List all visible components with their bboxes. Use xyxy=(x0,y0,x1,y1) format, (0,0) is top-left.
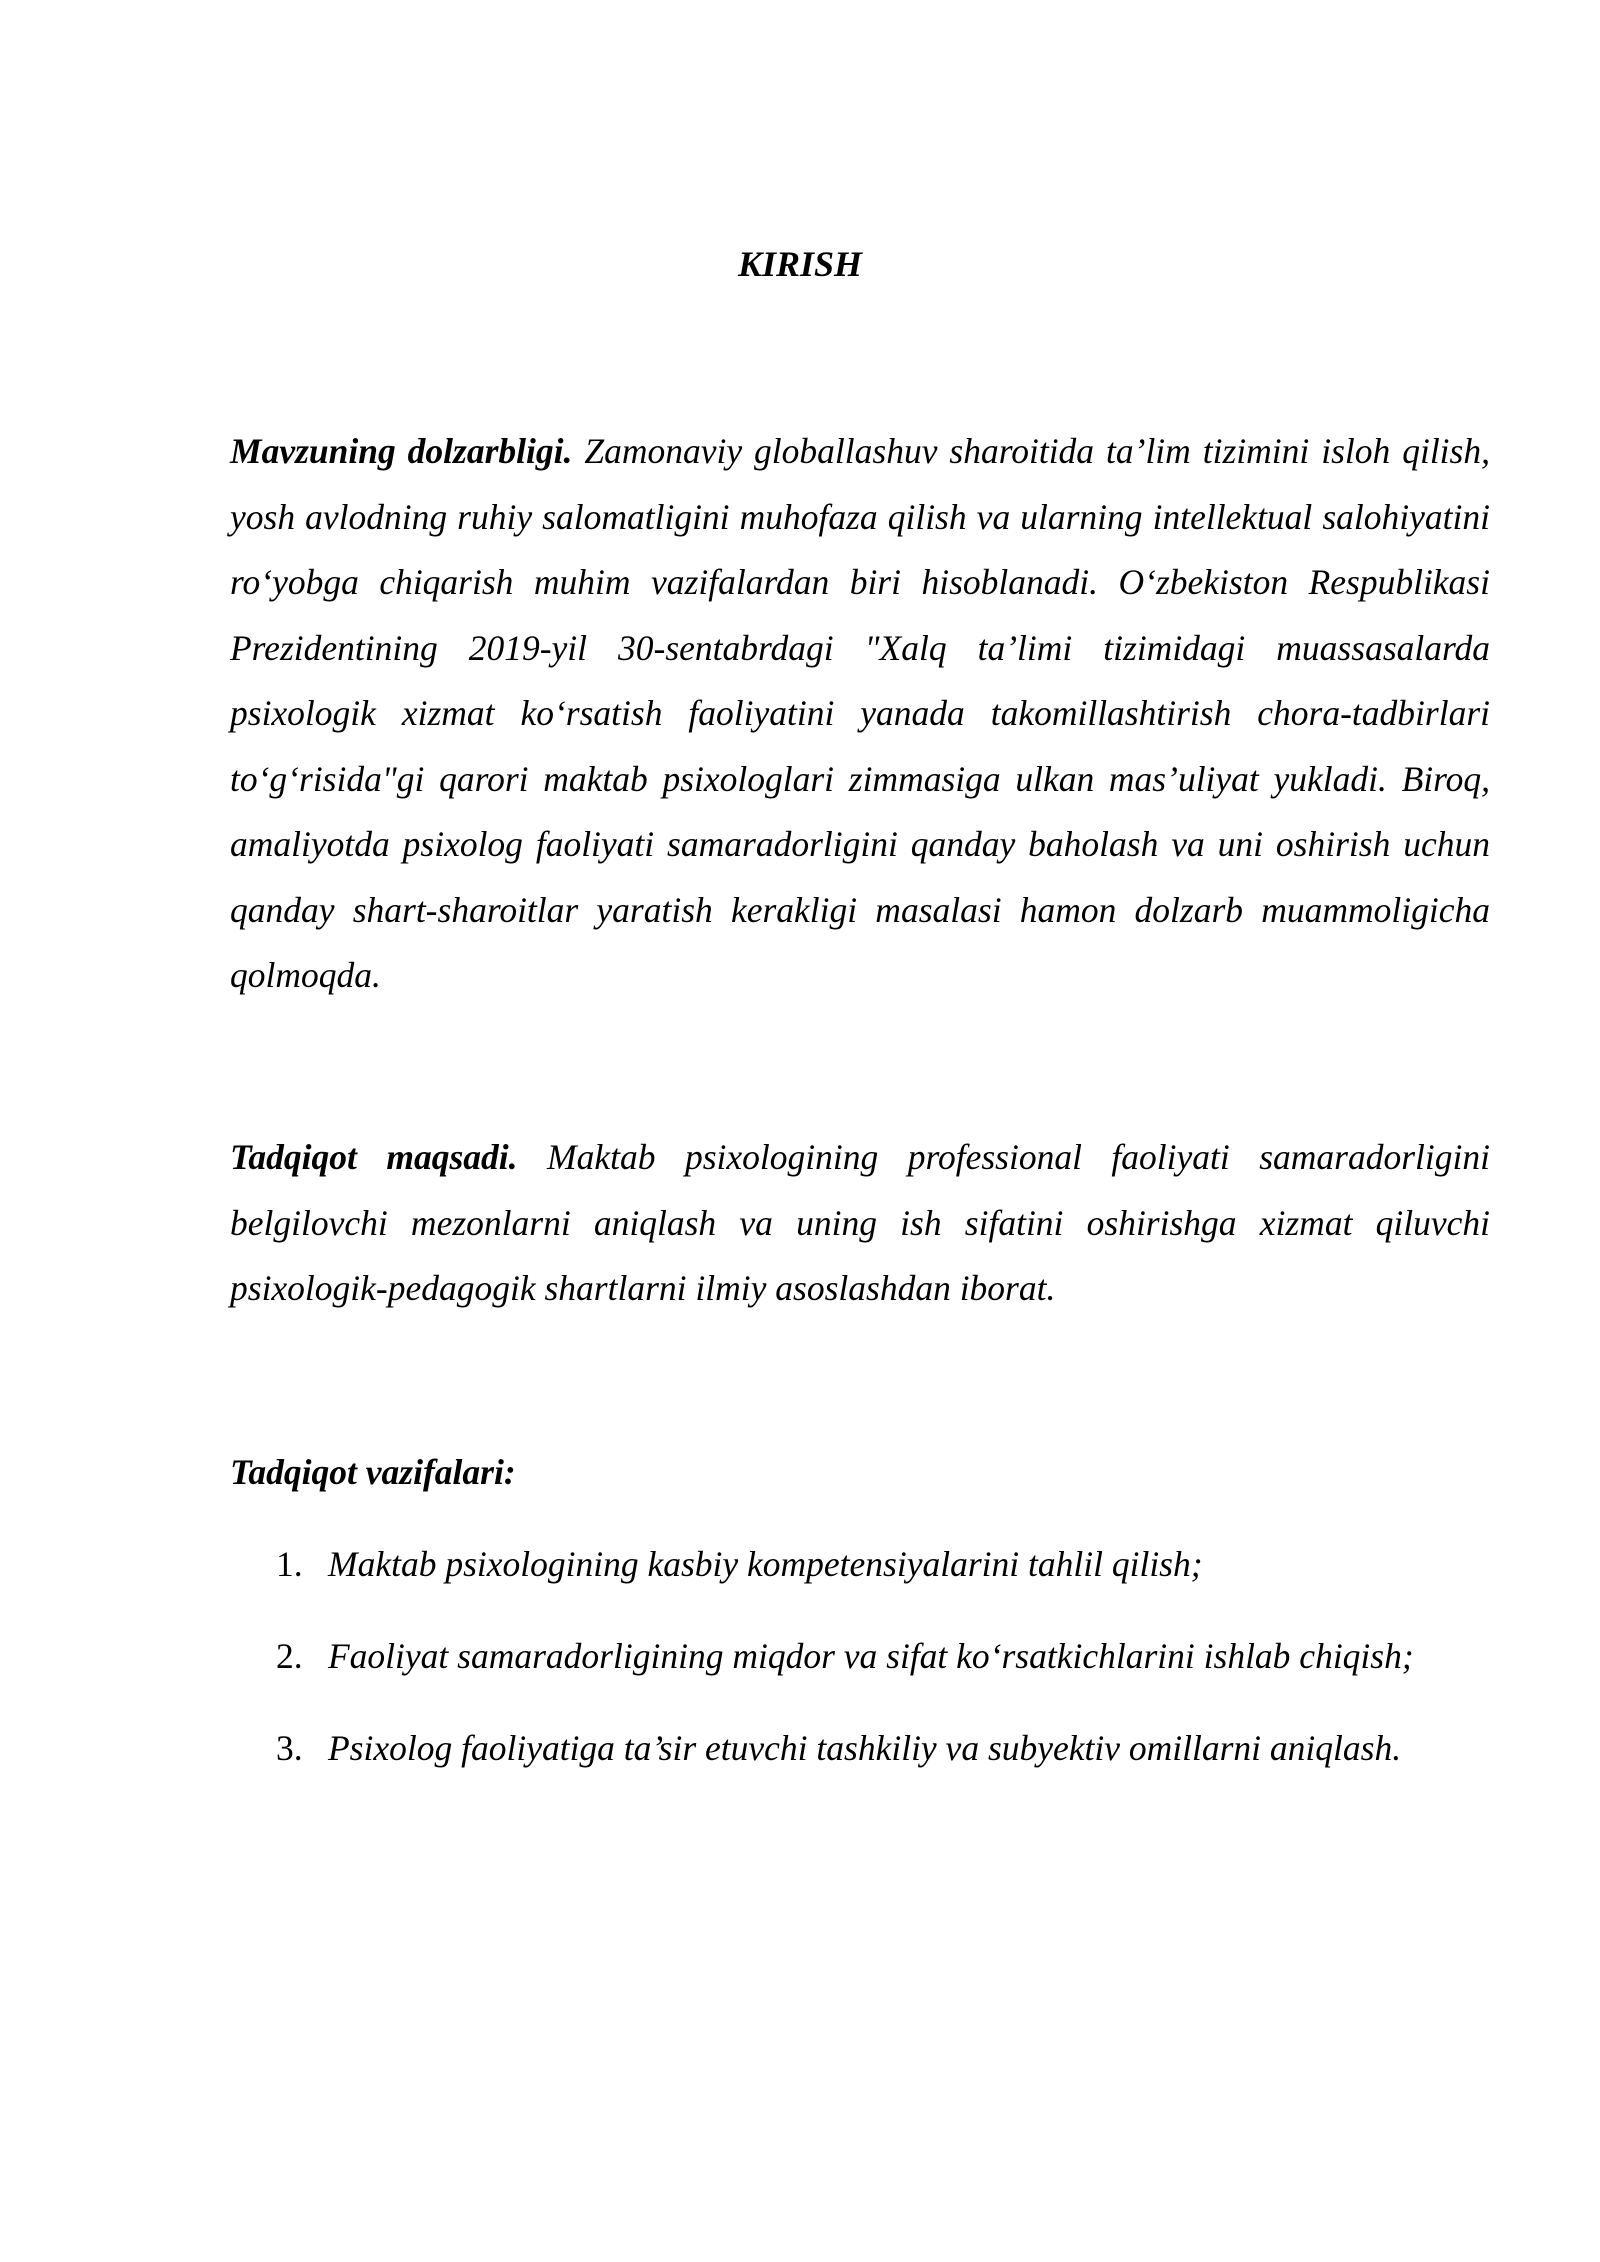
list-item xyxy=(230,1624,1530,1716)
goal-paragraph xyxy=(230,1125,1490,1322)
page-title: KIRISH xyxy=(737,244,863,284)
list-item-text: Psixolog faoliyatiga ta’sir etuvchi tashkiliy va subyektiv omillarni aniqlash. xyxy=(328,1728,1402,1768)
list-item xyxy=(230,1716,1530,1808)
goal-text: Maktab psixologining professional faoliyati samaradorligini belgilovchi mezonlarni aniqlash va uning ish sifatini oshirishga xizmat qiluvchi psixologik-pedagogik shartlarni ilmiy asoslashdan iborat. xyxy=(230,1137,1491,1308)
list-item-number: 1. xyxy=(276,1544,303,1584)
list-item-text: Faoliyat samaradorligining miqdor va sifat ko‘rsatkichlarini ishlab chiqish; xyxy=(328,1636,1414,1676)
relevance-text: Zamonaviy globallashuv sharoitida ta’lim tizimini isloh qilish, yosh avlodning ruhiy salomatligini muhofaza qilish va ularning intellektual salohiyatini ro‘yobga chiqarish muhim vazifalardan biri hisoblanadi. O‘zbekiston Respublikasi Prezidentining 2019-yil 30-sentabrdagi "Xalq ta’limi tizimidagi muassasalarda psixologik xizmat ko‘rsatish faoliyatini yanada takomillashtirish chora-tadbirlari to‘g‘risida"gi qarori maktab psixologlari zimmasiga ulkan mas’uliyat yukladi. Biroq, amaliyotda psixolog faoliyati samaradorligini qanday baholash va uni oshirish uchun qanday shart-sharoitlar yaratish kerakligi masalasi hamon dolzarb muammoligicha qolmoqda. xyxy=(230,431,1490,995)
list-item xyxy=(230,1532,1530,1624)
goal-heading: Tadqiqot maqsadi. xyxy=(230,1137,518,1177)
list-item-number: 3. xyxy=(276,1728,303,1768)
tasks-list xyxy=(230,1532,1530,1808)
list-item-number: 2. xyxy=(276,1636,303,1676)
relevance-paragraph xyxy=(230,419,1490,1009)
relevance-heading: Mavzuning dolzarbligi. xyxy=(230,431,573,471)
tasks-heading: Tadqiqot vazifalari: xyxy=(230,1452,516,1492)
list-item-text: Maktab psixologining kasbiy kompetensiyalarini tahlil qilish; xyxy=(328,1544,1203,1584)
